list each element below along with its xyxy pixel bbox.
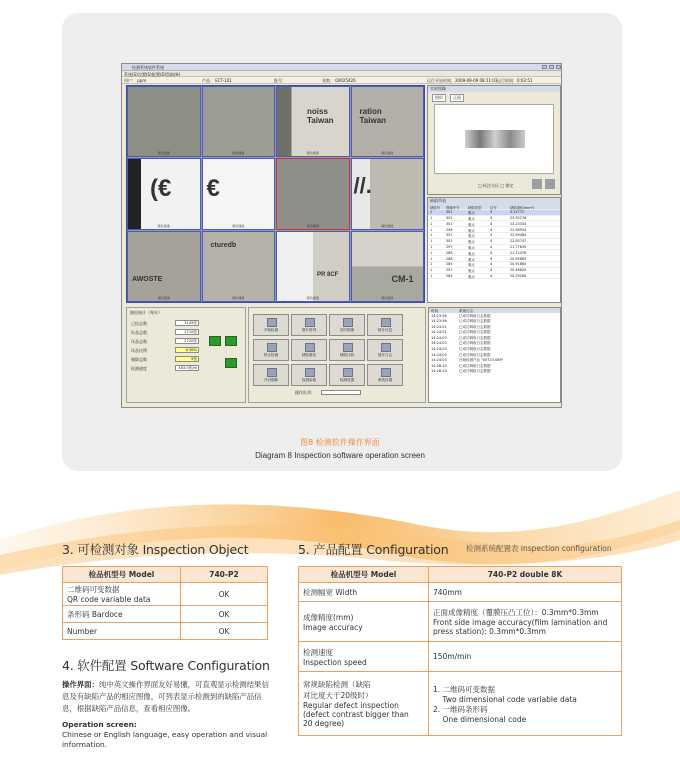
button-label: 检测参数	[301, 378, 317, 382]
log-header: 时间 系统日志	[429, 308, 560, 313]
log-line: 14:28:10 已成功调取日志数据	[431, 369, 491, 374]
preview-button[interactable]	[532, 179, 542, 189]
defect-row[interactable]: 1 302 墨点 4 23.35276	[428, 216, 560, 222]
window-title-bar	[122, 64, 561, 71]
software-screenshot	[121, 63, 562, 408]
info-product: 产品： ECT-101	[202, 78, 232, 83]
control-button[interactable]	[367, 364, 403, 386]
stat-label: 剔除总数	[131, 357, 147, 362]
button-icon	[343, 318, 353, 327]
tab-graphic[interactable]: 图形	[432, 94, 446, 102]
stat-value: 0.36%	[175, 347, 199, 353]
control-button[interactable]	[367, 339, 403, 361]
image-cell[interactable]: 颜色通道	[127, 86, 201, 157]
stat-label: 坏品比例	[131, 348, 147, 353]
tab-front[interactable]: 正面	[450, 94, 464, 102]
button-icon	[343, 368, 353, 377]
stat-label: 已检总数	[131, 321, 147, 326]
image-cell[interactable]: //. 颜色通道	[351, 158, 425, 229]
button-label: 展开日志	[377, 353, 393, 357]
control-button[interactable]	[367, 314, 403, 336]
button-icon	[305, 368, 315, 377]
configuration-table	[298, 566, 622, 736]
stats-title: 抽检统计（每车）	[130, 310, 162, 315]
button-icon	[267, 318, 277, 327]
control-button[interactable]	[329, 314, 365, 336]
log-line: 14:24:03 已成功调取日志数据	[431, 352, 491, 357]
button-label: 检测设置	[339, 378, 355, 382]
control-button[interactable]	[329, 339, 365, 361]
button-label: 图片排列	[301, 328, 317, 332]
log-line: 14:24:03 已成功调取日志数据	[431, 335, 491, 340]
log-line: 14:24:03 已成功调取日志数据	[431, 347, 491, 352]
button-icon	[343, 343, 353, 352]
button-icon	[381, 318, 391, 327]
stat-value: 2710张	[175, 329, 199, 335]
defect-row[interactable]: 1 288 墨点 4 21.12076	[428, 250, 560, 256]
button-label: 系统设置	[377, 378, 393, 382]
button-icon	[381, 368, 391, 377]
green-status-icon[interactable]	[209, 336, 221, 346]
menu-item-system[interactable]: 系统(S)	[124, 72, 138, 77]
close-icon[interactable]	[556, 65, 561, 69]
table-row: 检测速度 Inspection speed 150m/min	[299, 642, 622, 672]
stat-label: 坏品总数	[131, 339, 147, 344]
menu-item-settings[interactable]: 设置(S)	[138, 72, 152, 77]
image-cell[interactable]: PR 8CF 颜色通道	[276, 231, 350, 302]
preview-panel	[427, 85, 561, 195]
info-user: 用户： ppm	[124, 78, 147, 83]
image-cell[interactable]: CM-1 颜色通道	[351, 231, 425, 302]
control-button[interactable]	[329, 364, 365, 386]
preview-checkboxes[interactable]: □ 标注分区 □ 锁定	[478, 183, 514, 188]
decorative-wave	[0, 470, 680, 580]
table-header-row: 检品机型号 Model 740-P2	[63, 567, 268, 583]
figure-caption-cn: 图8 检测软件操作界面	[300, 438, 380, 447]
defect-table-header-row: 缺陷号 图像序号 缺陷类型 区号 缺陷面积(mm²)	[428, 204, 560, 210]
button-icon	[305, 318, 315, 327]
stat-value: 483.0张/m	[175, 365, 199, 371]
stat-value: 2720张	[175, 338, 199, 344]
log-line: 14:24:01 已成功调取日志数据	[431, 324, 491, 329]
image-cell[interactable]: (€ 颜色通道	[127, 158, 201, 229]
table-row: Number OK	[63, 623, 268, 640]
defect-row[interactable]: 1 284 墨点 4 20.29284	[428, 274, 560, 280]
button-label: 统计信息	[377, 328, 393, 332]
table-row: 常规缺陷检测（缺陷 对比度大于20级时） Regular defect inspection (defect contrast bigger than 20 degree) 1. 二维码可变数据 Two dimensional code variable data 2. 一维码条形码 One dimensional code	[299, 672, 622, 736]
section3-title: 3. 可检测对象 Inspection Object	[62, 542, 249, 557]
defect-table	[427, 197, 561, 303]
maximize-icon[interactable]	[549, 65, 554, 69]
image-cell[interactable]: € 颜色通道	[202, 158, 276, 229]
preview-header: 实时图像	[428, 86, 560, 92]
image-cell[interactable]: 颜色通道	[202, 86, 276, 157]
stat-value: 9张	[175, 356, 199, 362]
table-row: 检测幅宽 Width 740mm	[299, 583, 622, 602]
section4-cn-paragraph: 操作界面：纯中英文操作界面友好易懂，可直观显示检测结果信息及有缺陷产品的相应图像，可列表显示检测到的缺陷产品信息，根据缺陷产品信息，查看相应图像。	[62, 680, 269, 713]
image-cell[interactable]: ration Taiwan 颜色通道	[351, 86, 425, 157]
table-row: 二维码可变数据 QR code variable data OK	[63, 583, 268, 606]
preview-image	[434, 104, 554, 174]
info-count: 张数： 00025426	[322, 78, 356, 83]
control-button[interactable]	[253, 339, 289, 361]
figure-caption-en: Diagram 8 Inspection software operation screen	[255, 451, 425, 460]
camera-image-grid	[126, 85, 425, 303]
image-cell[interactable]: AWOSTE 颜色通道	[127, 231, 201, 302]
image-cell[interactable]: noiss Taiwan 颜色通道	[276, 86, 350, 157]
defect-row[interactable]: 1 284 墨点 4 20.91864	[428, 262, 560, 268]
operator-queue-field[interactable]	[321, 390, 361, 395]
defect-row[interactable]: 1 297 墨点 4 21.77839	[428, 245, 560, 251]
info-start-time: 运行开始时间：2009-09-09 08:11:03	[427, 78, 498, 83]
log-line: 14:24:03 开始检测产品 "00723-089"	[431, 358, 504, 363]
control-button[interactable]	[291, 339, 327, 361]
table-header-row: 检品机型号 Model 740-P2 double 8K	[299, 567, 622, 583]
log-line: 14:23:56 已成功调取日志数据	[431, 319, 491, 324]
section4-en-paragraph: Operation screen: Chinese or English language, easy operation and visual information.	[62, 720, 268, 749]
defect-table-title: 缺陷列表	[428, 198, 560, 204]
operator-label: 操作队列：	[295, 390, 315, 395]
control-button[interactable]	[291, 364, 327, 386]
button-label: 实时图像	[339, 328, 355, 332]
control-button[interactable]	[291, 314, 327, 336]
window-title: 检测系统软件系统	[132, 65, 164, 70]
info-batch: 批号：	[274, 78, 286, 83]
inspection-object-table	[62, 566, 268, 640]
button-label: 开始检测	[263, 328, 279, 332]
control-button-panel	[248, 307, 426, 403]
menu-item-config[interactable]: 配置(D)	[152, 72, 167, 77]
log-line: 14:24:03 已成功调取日志数据	[431, 341, 491, 346]
info-elapsed: 运行时间：0:03:51	[497, 78, 533, 83]
defect-row[interactable]: 1 301 墨点 4 5.11772	[428, 210, 560, 216]
green-status-icon[interactable]	[225, 336, 237, 346]
table-row: 条形码 Bardoce OK	[63, 606, 268, 623]
button-icon	[305, 343, 315, 352]
section5-title: 5. 产品配置 Configuration	[298, 542, 449, 557]
log-line: 14:28:10 已成功调取日志数据	[431, 363, 491, 368]
defect-row[interactable]: 1 302 墨点 4 22.93747	[428, 239, 560, 245]
green-status-icon[interactable]	[225, 358, 237, 368]
defect-row[interactable]: 1 301 墨点 4 23.23333	[428, 221, 560, 227]
button-label: 停止检测	[263, 353, 279, 357]
system-log	[428, 307, 561, 403]
control-button[interactable]	[253, 364, 289, 386]
button-label: 缺陷比较	[339, 353, 355, 357]
section5-subtitle: 检测系统配置表 inspection configuration	[466, 544, 612, 553]
minimize-icon[interactable]	[542, 65, 547, 69]
stat-label: 检测速度	[131, 366, 147, 371]
menu-item-help[interactable]: 帮助(H)	[166, 72, 181, 77]
control-button[interactable]	[253, 314, 289, 336]
defect-row[interactable]: 1 288 墨点 4 20.95863	[428, 256, 560, 262]
button-label: 缺陷重检	[301, 353, 317, 357]
table-row: 成像精度(mm) Image accuracy 正面成像精度（覆膜压凸工位）：0.3mm*0.3mm Front side image accuracy(film lamination and press station): 0.3mm*0.3mm	[299, 602, 622, 642]
defect-row[interactable]: 1 296 墨点 4 22.98554	[428, 227, 560, 233]
stat-value: 3145张	[175, 320, 199, 326]
button-icon	[381, 343, 391, 352]
defect-row[interactable]: 1 297 墨点 4 20.46820	[428, 268, 560, 274]
section4-title: 4. 软件配置 Software Configuration	[62, 658, 270, 673]
stats-panel	[126, 307, 246, 403]
log-line: 14:23:56 已成功调取日志数据	[431, 313, 491, 318]
stat-label: 好品总数	[131, 330, 147, 335]
button-label: 开启剔除	[263, 378, 279, 382]
image-cell[interactable]: cturedb 颜色通道	[202, 231, 276, 302]
preview-button[interactable]	[545, 179, 555, 189]
defect-row[interactable]: 1 301 墨点 4 22.99484	[428, 233, 560, 239]
log-line: 14:24:01 已成功调取日志数据	[431, 330, 491, 335]
image-cell-selected[interactable]: 颜色通道	[276, 158, 350, 229]
button-icon	[267, 368, 277, 377]
button-icon	[267, 343, 277, 352]
info-bar	[122, 77, 561, 84]
